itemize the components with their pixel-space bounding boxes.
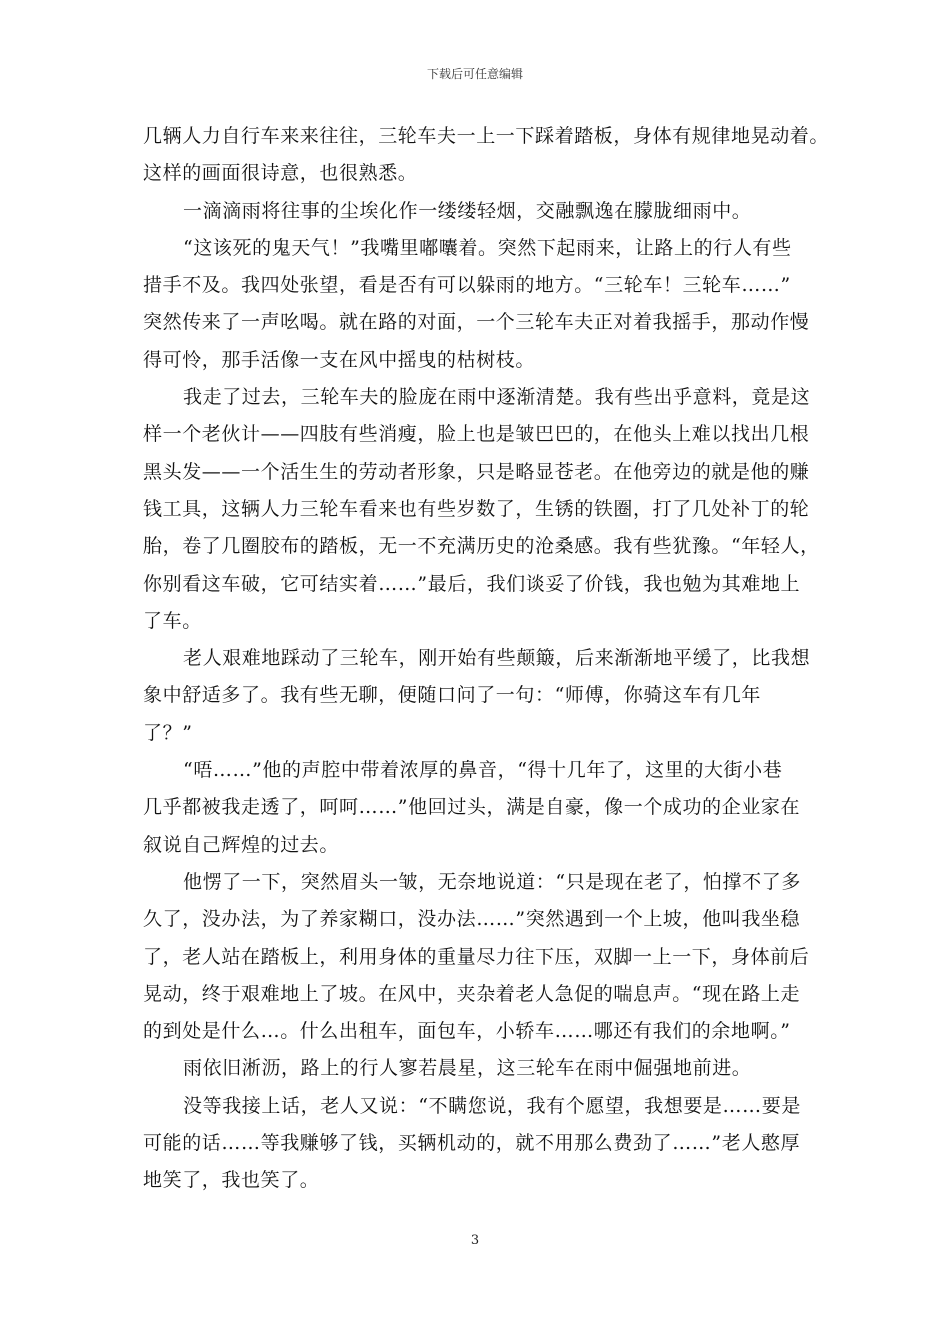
text-line: 样一个老伙计——四肢有些消瘦，脸上也是皱巴巴的，在他头上难以找出几根: [143, 423, 810, 446]
text-line: 象中舒适多了。我有些无聊，便随口问了一句：“师傅，你骑这车有几年: [143, 684, 761, 707]
document-body: [143, 118, 830, 1200]
text-line: 几乎都被我走透了，呵呵……”他回过头，满是自豪，像一个成功的企业家在: [143, 796, 801, 819]
text-line: 久了，没办法，为了养家糊口，没办法……”突然遇到一个上坡，他叫我坐稳: [143, 908, 801, 931]
text-line: 了，老人站在踏板上，利用身体的重量尽力往下压，双脚一上一下，身体前后: [143, 945, 810, 968]
paragraph-start-line: 雨依旧淅沥，路上的行人寥若晨星，这三轮车在雨中倔强地前进。: [183, 1057, 752, 1080]
paragraph-start-line: “这该死的鬼天气！”我嘴里嘟囔着。突然下起雨来，让路上的行人有些: [183, 236, 792, 259]
text-line: 晃动，终于艰难地上了坡。在风中，夹杂着老人急促的喘息声。“现在路上走: [143, 982, 801, 1005]
text-line: 突然传来了一声吆喝。就在路的对面，一个三轮车夫正对着我摇手，那动作慢: [143, 311, 810, 334]
text-line: 几辆人力自行车来来往往，三轮车夫一上一下踩着踏板，身体有规律地晃动着。: [143, 125, 830, 147]
text-line: 胎，卷了几圈胶布的踏板，无一不充满历史的沧桑感。我有些犹豫。“年轻人，: [143, 535, 820, 558]
page-number: 3: [470, 1233, 480, 1248]
paragraph-start-line: 没等我接上话，老人又说：“不瞒您说，我有个愿望，我想要是……要是: [183, 1094, 801, 1117]
text-line: 你别看这车破，它可结实着……”最后，我们谈妥了价钱，我也勉为其难地上: [143, 572, 801, 595]
paragraph-start-line: 我走了过去，三轮车夫的脸庞在雨中逐渐清楚。我有些出乎意料，竟是这: [183, 386, 811, 409]
text-line: 的到处是什么…。什么出租车，面包车，小轿车……哪还有我们的余地啊。”: [143, 1020, 791, 1043]
text-line: 了车。: [143, 609, 202, 632]
paragraph-start-line: 老人艰难地踩动了三轮车，刚开始有些颠簸，后来渐渐地平缓了，比我想: [183, 647, 811, 670]
paragraph-start-line: 他愣了一下，突然眉头一皱，无奈地说道：“只是现在老了，怕撑不了多: [183, 870, 801, 893]
page-header: 下载后可任意编辑: [426, 67, 523, 81]
text-line: 地笑了，我也笑了。: [143, 1169, 320, 1192]
paragraph-start-line: 一滴滴雨将往事的尘埃化作一缕缕轻烟，交融飘逸在朦胧细雨中。: [183, 199, 752, 222]
text-line: 这样的画面很诗意，也很熟悉。: [143, 162, 418, 185]
text-line: 钱工具，这辆人力三轮车看来也有些岁数了，生锈的铁圈，打了几处补丁的轮: [143, 497, 810, 520]
paragraph-start-line: “唔……”他的声腔中带着浓厚的鼻音，“得十几年了，这里的大街小巷: [183, 759, 783, 782]
text-line: 得可怜，那手活像一支在风中摇曳的枯树枝。: [143, 348, 536, 371]
text-line: 叙说自己辉煌的过去。: [143, 833, 340, 856]
text-line: 可能的话……等我赚够了钱，买辆机动的，就不用那么费劲了……”老人憨厚: [143, 1132, 801, 1155]
text-line: 了？”: [143, 721, 193, 744]
text-line: 措手不及。我四处张望，看是否有可以躲雨的地方。“三轮车！三轮车……”: [143, 274, 791, 297]
text-line: 黑头发——一个活生生的劳动者形象，只是略显苍老。在他旁边的就是他的赚: [143, 460, 810, 483]
